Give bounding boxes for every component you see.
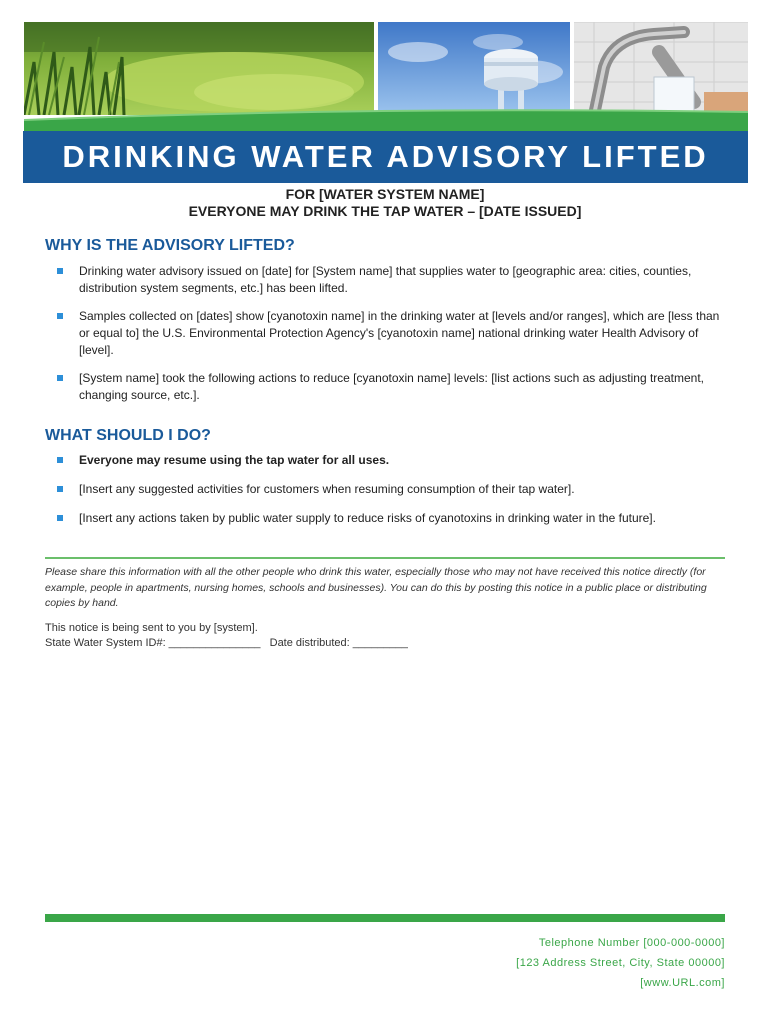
share-note: Please share this information with all the other people who drink this water, especially those who may not have received this notice directly (for example, people in apartments, nursing homes, schools and businesses). You can do this by posting this notice in a public place or distributing copies by hand. — [45, 566, 707, 609]
telephone-number: Telephone Number [000-000-0000] — [538, 937, 725, 949]
contact-info — [516, 933, 725, 993]
subtitle-system: FOR [WATER SYSTEM NAME] — [285, 186, 485, 202]
footer-bar — [45, 914, 725, 922]
section-divider — [45, 557, 725, 559]
bullet-square-icon — [57, 313, 63, 319]
title-banner — [23, 131, 748, 183]
website-url: [www.URL.com] — [640, 977, 725, 989]
list-item: Drinking water advisory issued on [date] for [System name] that supplies water to [geographic area: cities, counties, distribution system segments, etc.] has been lifted. — [56, 263, 726, 297]
bullet-square-icon — [57, 457, 63, 463]
address: [123 Address Street, City, State 00000] — [516, 957, 725, 969]
list-item: [Insert any actions taken by public water supply to reduce risks of cyanotoxins in drinking water in the future]. — [56, 510, 726, 527]
sent-by-text: This notice is being sent to you by [system]. — [45, 622, 258, 634]
bullet-square-icon — [57, 515, 63, 521]
page-title: DRINKING WATER ADVISORY LIFTED — [62, 139, 709, 174]
what-heading: WHAT SHOULD I DO? — [45, 427, 211, 444]
list-item: [System name] took the following actions to reduce [cyanotoxin name] levels: [list actions such as adjusting treatment, changing source, etc.]. — [56, 370, 726, 404]
list-item: [Insert any suggested activities for customers when resuming consumption of their tap water]. — [56, 481, 726, 498]
system-id-line: State Water System ID#: _______________ Date distributed: _________ — [45, 637, 408, 649]
list-item: Everyone may resume using the tap water for all uses. — [56, 452, 726, 469]
bullet-square-icon — [57, 375, 63, 381]
sent-by-block — [45, 621, 408, 651]
list-item: Samples collected on [dates] show [cyanotoxin name] in the drinking water at [levels and/or ranges], which are [less than or equal to] the U.S. Environmental Protection Agency's [cyanotoxin name] national drinking water Health Advisory of [level]. — [56, 308, 726, 359]
subtitle — [0, 186, 770, 220]
why-list — [56, 263, 726, 415]
bullet-square-icon — [57, 486, 63, 492]
green-swoosh — [24, 100, 748, 134]
why-heading: WHY IS THE ADVISORY LIFTED? — [45, 237, 295, 254]
bullet-square-icon — [57, 268, 63, 274]
subtitle-date: EVERYONE MAY DRINK THE TAP WATER – [DATE ISSUED] — [188, 203, 582, 219]
what-list — [56, 452, 726, 539]
